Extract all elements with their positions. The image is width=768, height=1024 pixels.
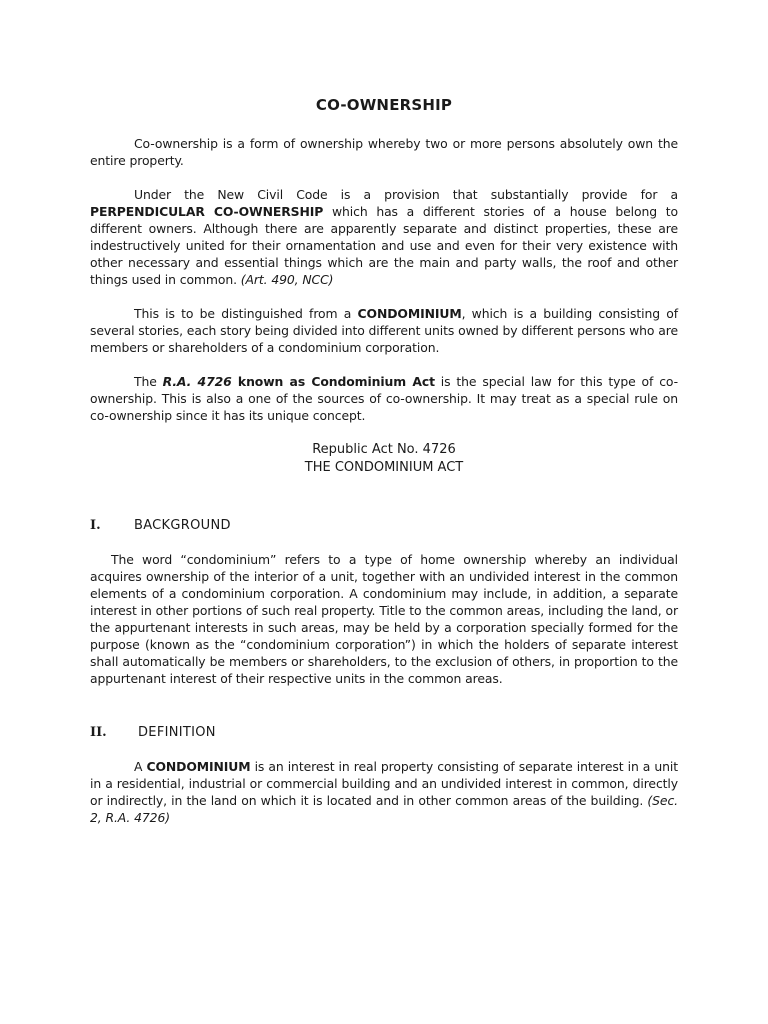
section-heading-definition — [90, 724, 678, 741]
act-heading — [90, 441, 678, 477]
paragraph-text-post: , which is a building consisting of several stories, each story being divided into different units owned by different persons who are members or shareholders of a condominium corporation. — [90, 306, 678, 355]
section-number: II. — [90, 725, 107, 740]
paragraph-definition — [90, 758, 678, 826]
citation-sec-2: (Sec. 2, R.A. 4726) — [90, 793, 678, 825]
paragraph-text-post: is the special law for this type of co-ownership. This is also a one of the sources of co-ownership. It may treat as a special rule on co-ownership since it has its unique concept. — [90, 374, 678, 423]
paragraph-text-pre: A — [134, 759, 147, 774]
paragraph-text-pre: The — [134, 374, 163, 389]
page-title: CO-OWNERSHIP — [315, 96, 453, 114]
section-title: DEFINITION — [138, 725, 216, 740]
term-condominium-act: known as Condominium Act — [231, 374, 435, 389]
spacer — [90, 704, 678, 724]
paragraph-text: Co-ownership is a form of ownership whereby two or more persons absolutely own the entire property. — [90, 136, 678, 168]
paragraph-ra-4726 — [90, 373, 678, 424]
paragraph-text-post: which has a different stories of a house belong to different owners. Although there are apparently separate and distinct properties, these are indestructively united for their ornamentation and use and even for their very existence with other necessary and essential things which are the main and party walls, the roof and other things used in common. — [90, 204, 678, 287]
paragraph-background — [90, 551, 678, 687]
section-heading-background — [90, 517, 678, 534]
act-title: THE CONDOMINIUM ACT — [304, 460, 464, 475]
paragraph-text-post: is an interest in real property consisting of separate interest in a unit in a residential, industrial or commercial building and an undivided interest in common, directly or indirectly, in the land on which it is located and in other common areas of the building. — [90, 759, 678, 808]
section-number: I. — [90, 518, 101, 533]
paragraph-perpendicular-co-ownership — [90, 186, 678, 288]
paragraph-text-pre: Under the New Civil Code is a provision that substantially provide for a — [134, 187, 678, 202]
term-condominium: CONDOMINIUM — [146, 759, 251, 774]
term-condominium: CONDOMINIUM — [357, 306, 462, 321]
paragraph-co-ownership-definition — [90, 135, 678, 169]
paragraph-text-pre: This is to be distinguished from a — [134, 306, 358, 321]
term-perpendicular-co-ownership: PERPENDICULAR CO-OWNERSHIP — [90, 204, 324, 219]
term-ra-4726: R.A. 4726 — [162, 374, 232, 389]
citation-art-490: (Art. 490, NCC) — [240, 272, 334, 287]
section-title: BACKGROUND — [134, 518, 231, 533]
paragraph-text: The word “condominium” refers to a type of home ownership whereby an individual acquires ownership of the interior of a unit, together with an undivided interest in the common elements of a condominium corporation. A condominium may include, in addition, a separate interest in other portions of such real property. Title to the common areas, including the land, or the appurtenant interests in such areas, may be held by a corporation specially formed for the purpose (known as the “condominium corporation”) in which the holders of separate interest shall automatically be members or shareholders, to the exclusion of others, in proportion to the appurtenant interest of their respective units in the common areas. — [90, 552, 678, 686]
act-number: Republic Act No. 4726 — [312, 442, 456, 457]
paragraph-condominium-distinction — [90, 305, 678, 356]
